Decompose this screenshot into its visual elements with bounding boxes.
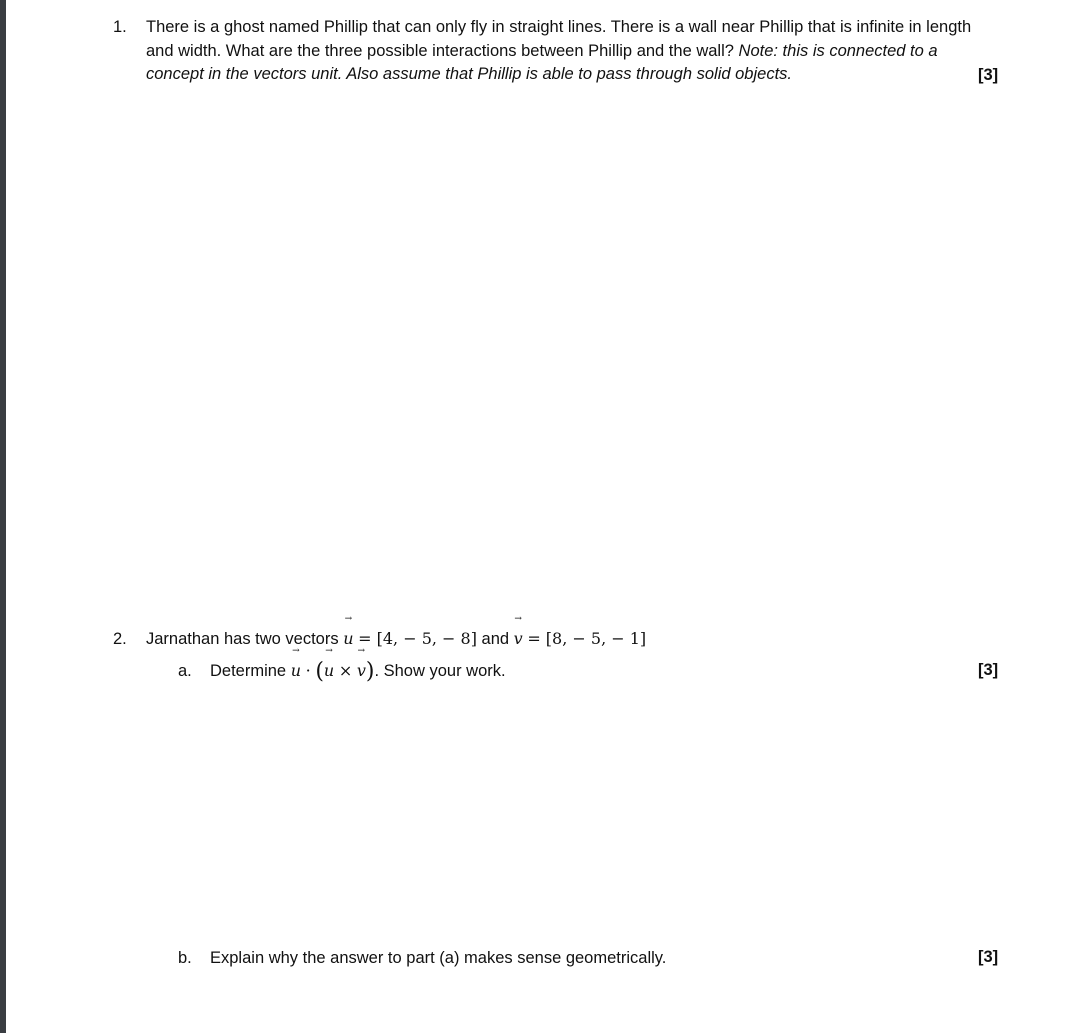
document-page — [6, 0, 1082, 1033]
question-1-note-start: Note: this is connected to a — [738, 41, 938, 60]
question-1-line-2 — [146, 40, 1046, 64]
vector-u-value: = [4, − 5, − 8] — [358, 629, 477, 648]
part-b-label: b. — [178, 949, 192, 967]
vector-v-value: = [8, − 5, − 1] — [527, 629, 647, 648]
question-2-number: 2. — [113, 630, 127, 648]
part-a-marks: [3] — [978, 661, 999, 679]
part-a-paren-close: ) — [365, 659, 375, 684]
vector-u-arrow-icon: → — [344, 614, 353, 624]
part-a-u2-symbol: u — [323, 661, 335, 680]
part-a-u2-arrow-icon: → — [325, 646, 333, 656]
question-2-stem — [146, 614, 647, 651]
part-a-u-arrow-icon: → — [292, 646, 300, 656]
part-b-marks: [3] — [978, 948, 999, 966]
part-a-v-arrow-icon: → — [357, 646, 366, 656]
part-a-vector-u — [290, 646, 302, 683]
part-a-paren-open: ( — [315, 659, 324, 684]
question-1-text — [146, 16, 1046, 87]
part-a-u-symbol: u — [290, 661, 302, 680]
question-1-line-2-text: and width. What are the three possible interactions between Phillip and the wall? — [146, 41, 734, 60]
question-1-marks: [3] — [978, 66, 999, 84]
part-a-v-symbol: v — [356, 661, 366, 680]
vector-u-symbol: u — [343, 629, 354, 648]
question-1-line-1: There is a ghost named Phillip that can only fly in straight lines. There is a wall near Phillip that is infinite in length — [146, 18, 972, 36]
part-b-text: Explain why the answer to part (a) makes sense geometrically. — [210, 949, 667, 967]
part-a-vector-v — [356, 646, 366, 683]
part-a-vector-u2 — [323, 646, 335, 683]
vector-v-arrow-icon: → — [514, 614, 522, 624]
question-1-number: 1. — [113, 18, 127, 36]
part-a-text-before: Determine — [210, 662, 287, 680]
question-2-and: and — [481, 630, 510, 648]
question-1-note-end: concept in the vectors unit. Also assume that Phillip is able to pass through solid objects. — [146, 65, 792, 83]
part-a-text-after: . Show your work. — [374, 662, 506, 680]
part-a-text — [210, 646, 506, 684]
part-a-label: a. — [178, 662, 192, 680]
question-2-intro: Jarnathan has two vectors — [146, 630, 339, 648]
part-a-cross-operator: × — [338, 661, 353, 680]
vector-v — [513, 614, 523, 651]
vector-u — [343, 614, 354, 651]
part-a-dot-operator: · — [305, 661, 311, 680]
vector-v-symbol: v — [513, 629, 523, 648]
